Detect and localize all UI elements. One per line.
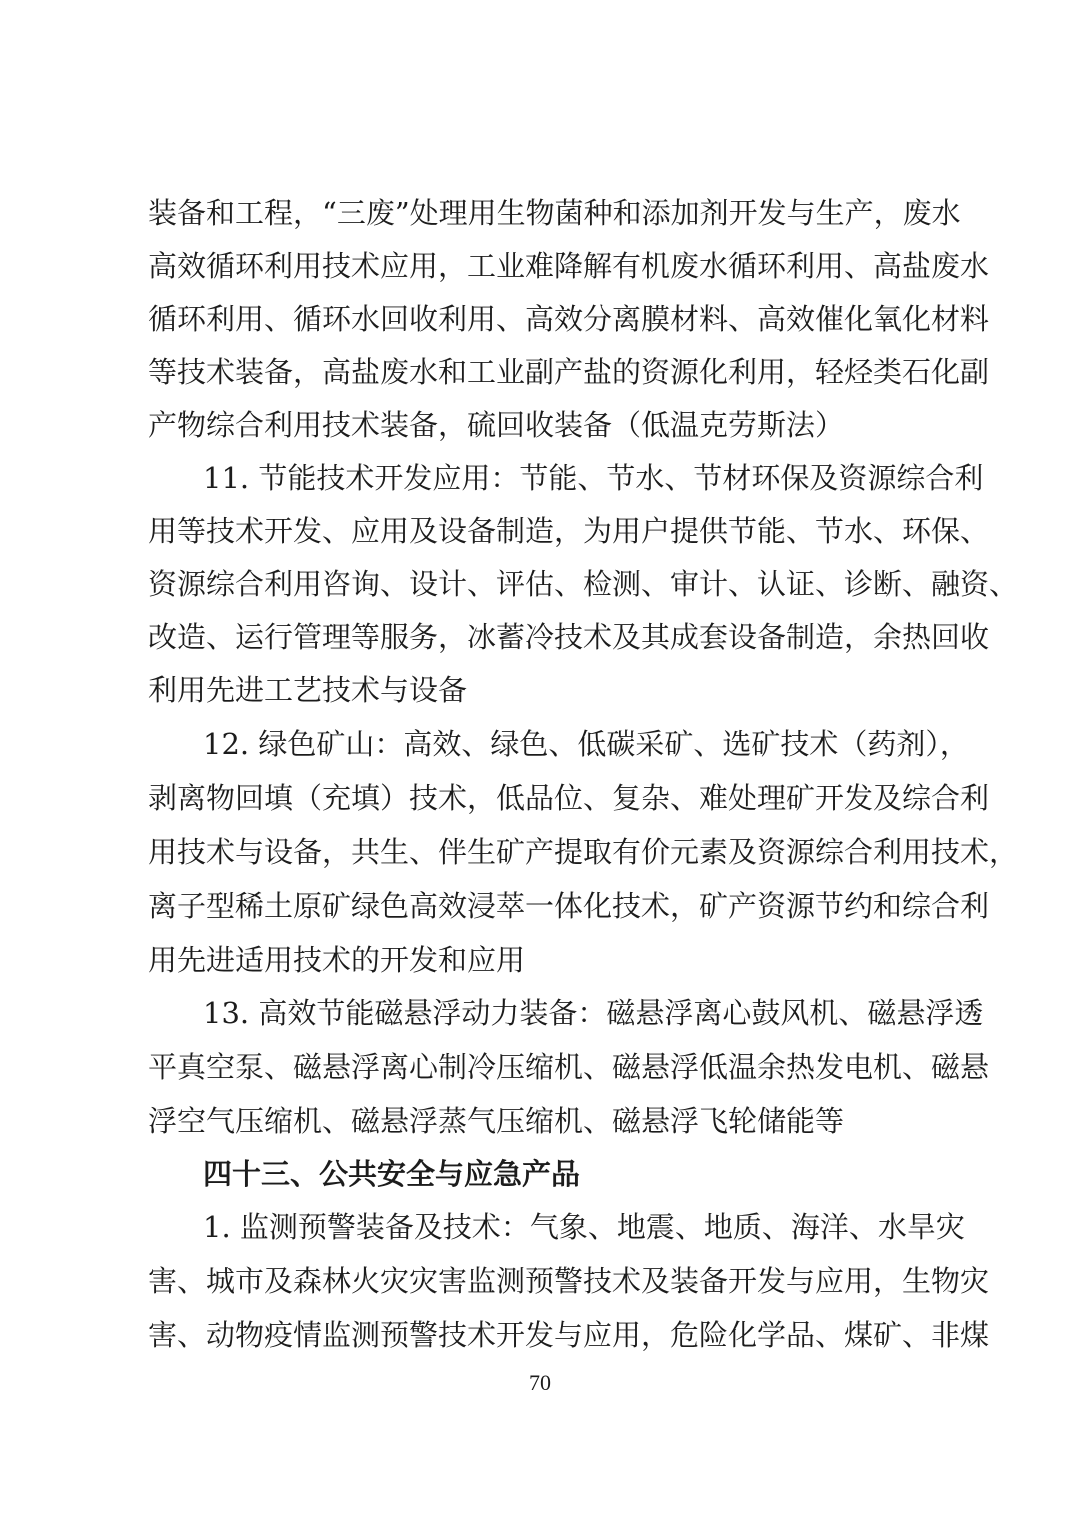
body-text-line: 离子型稀土原矿绿色高效浸萃一体化技术，矿产资源节约和综合利	[148, 889, 990, 923]
body-text-line: 改造、运行管理等服务，冰蓄冷技术及其成套设备制造，余热回收	[148, 620, 990, 654]
list-item-1-first-line: 1. 监测预警装备及技术：气象、地震、地质、海洋、水旱灾	[203, 1210, 965, 1244]
body-text-line: 用等技术开发、应用及设备制造，为用户提供节能、节水、环保、	[148, 514, 990, 548]
body-text-line: 害、城市及森林火灾灾害监测预警技术及装备开发与应用，生物灾	[148, 1264, 990, 1298]
body-text-line: 利用先进工艺技术与设备	[148, 673, 468, 707]
body-text-line: 平真空泵、磁悬浮离心制冷压缩机、磁悬浮低温余热发电机、磁悬	[148, 1050, 990, 1084]
body-text-line: 资源综合利用咨询、设计、评估、检测、审计、认证、诊断、融资、	[148, 567, 1019, 601]
body-text-line: 循环利用、循环水回收利用、高效分离膜材料、高效催化氧化材料	[148, 302, 990, 336]
body-text-line: 浮空气压缩机、磁悬浮蒸气压缩机、磁悬浮飞轮储能等	[148, 1104, 845, 1138]
list-item-13-first-line: 13. 高效节能磁悬浮动力装备：磁悬浮离心鼓风机、磁悬浮透	[203, 996, 984, 1030]
body-text-line: 剥离物回填（充填）技术，低品位、复杂、难处理矿开发及综合利	[148, 781, 990, 815]
body-text-line: 用先进适用技术的开发和应用	[148, 943, 526, 977]
body-text-line: 等技术装备，高盐废水和工业副产盐的资源化利用，轻烃类石化副	[148, 355, 990, 389]
page-number: 70	[529, 1370, 551, 1395]
body-text-line: 装备和工程，“三废”处理用生物菌种和添加剂开发与生产，废水	[148, 196, 961, 230]
list-item-12-first-line: 12. 绿色矿山：高效、绿色、低碳采矿、选矿技术（药剂），	[203, 727, 969, 761]
body-text-line: 用技术与设备，共生、伴生矿产提取有价元素及资源综合利用技术，	[148, 835, 1019, 869]
body-text-line: 产物综合利用技术装备，硫回收装备（低温克劳斯法）	[148, 408, 845, 442]
body-text-line: 高效循环利用技术应用，工业难降解有机废水循环利用、高盐废水	[148, 249, 990, 283]
list-item-11-first-line: 11. 节能技术开发应用：节能、节水、节材环保及资源综合利	[203, 461, 984, 495]
body-text-line: 害、动物疫情监测预警技术开发与应用，危险化学品、煤矿、非煤	[148, 1318, 990, 1352]
section-heading: 四十三、公共安全与应急产品	[203, 1157, 581, 1191]
